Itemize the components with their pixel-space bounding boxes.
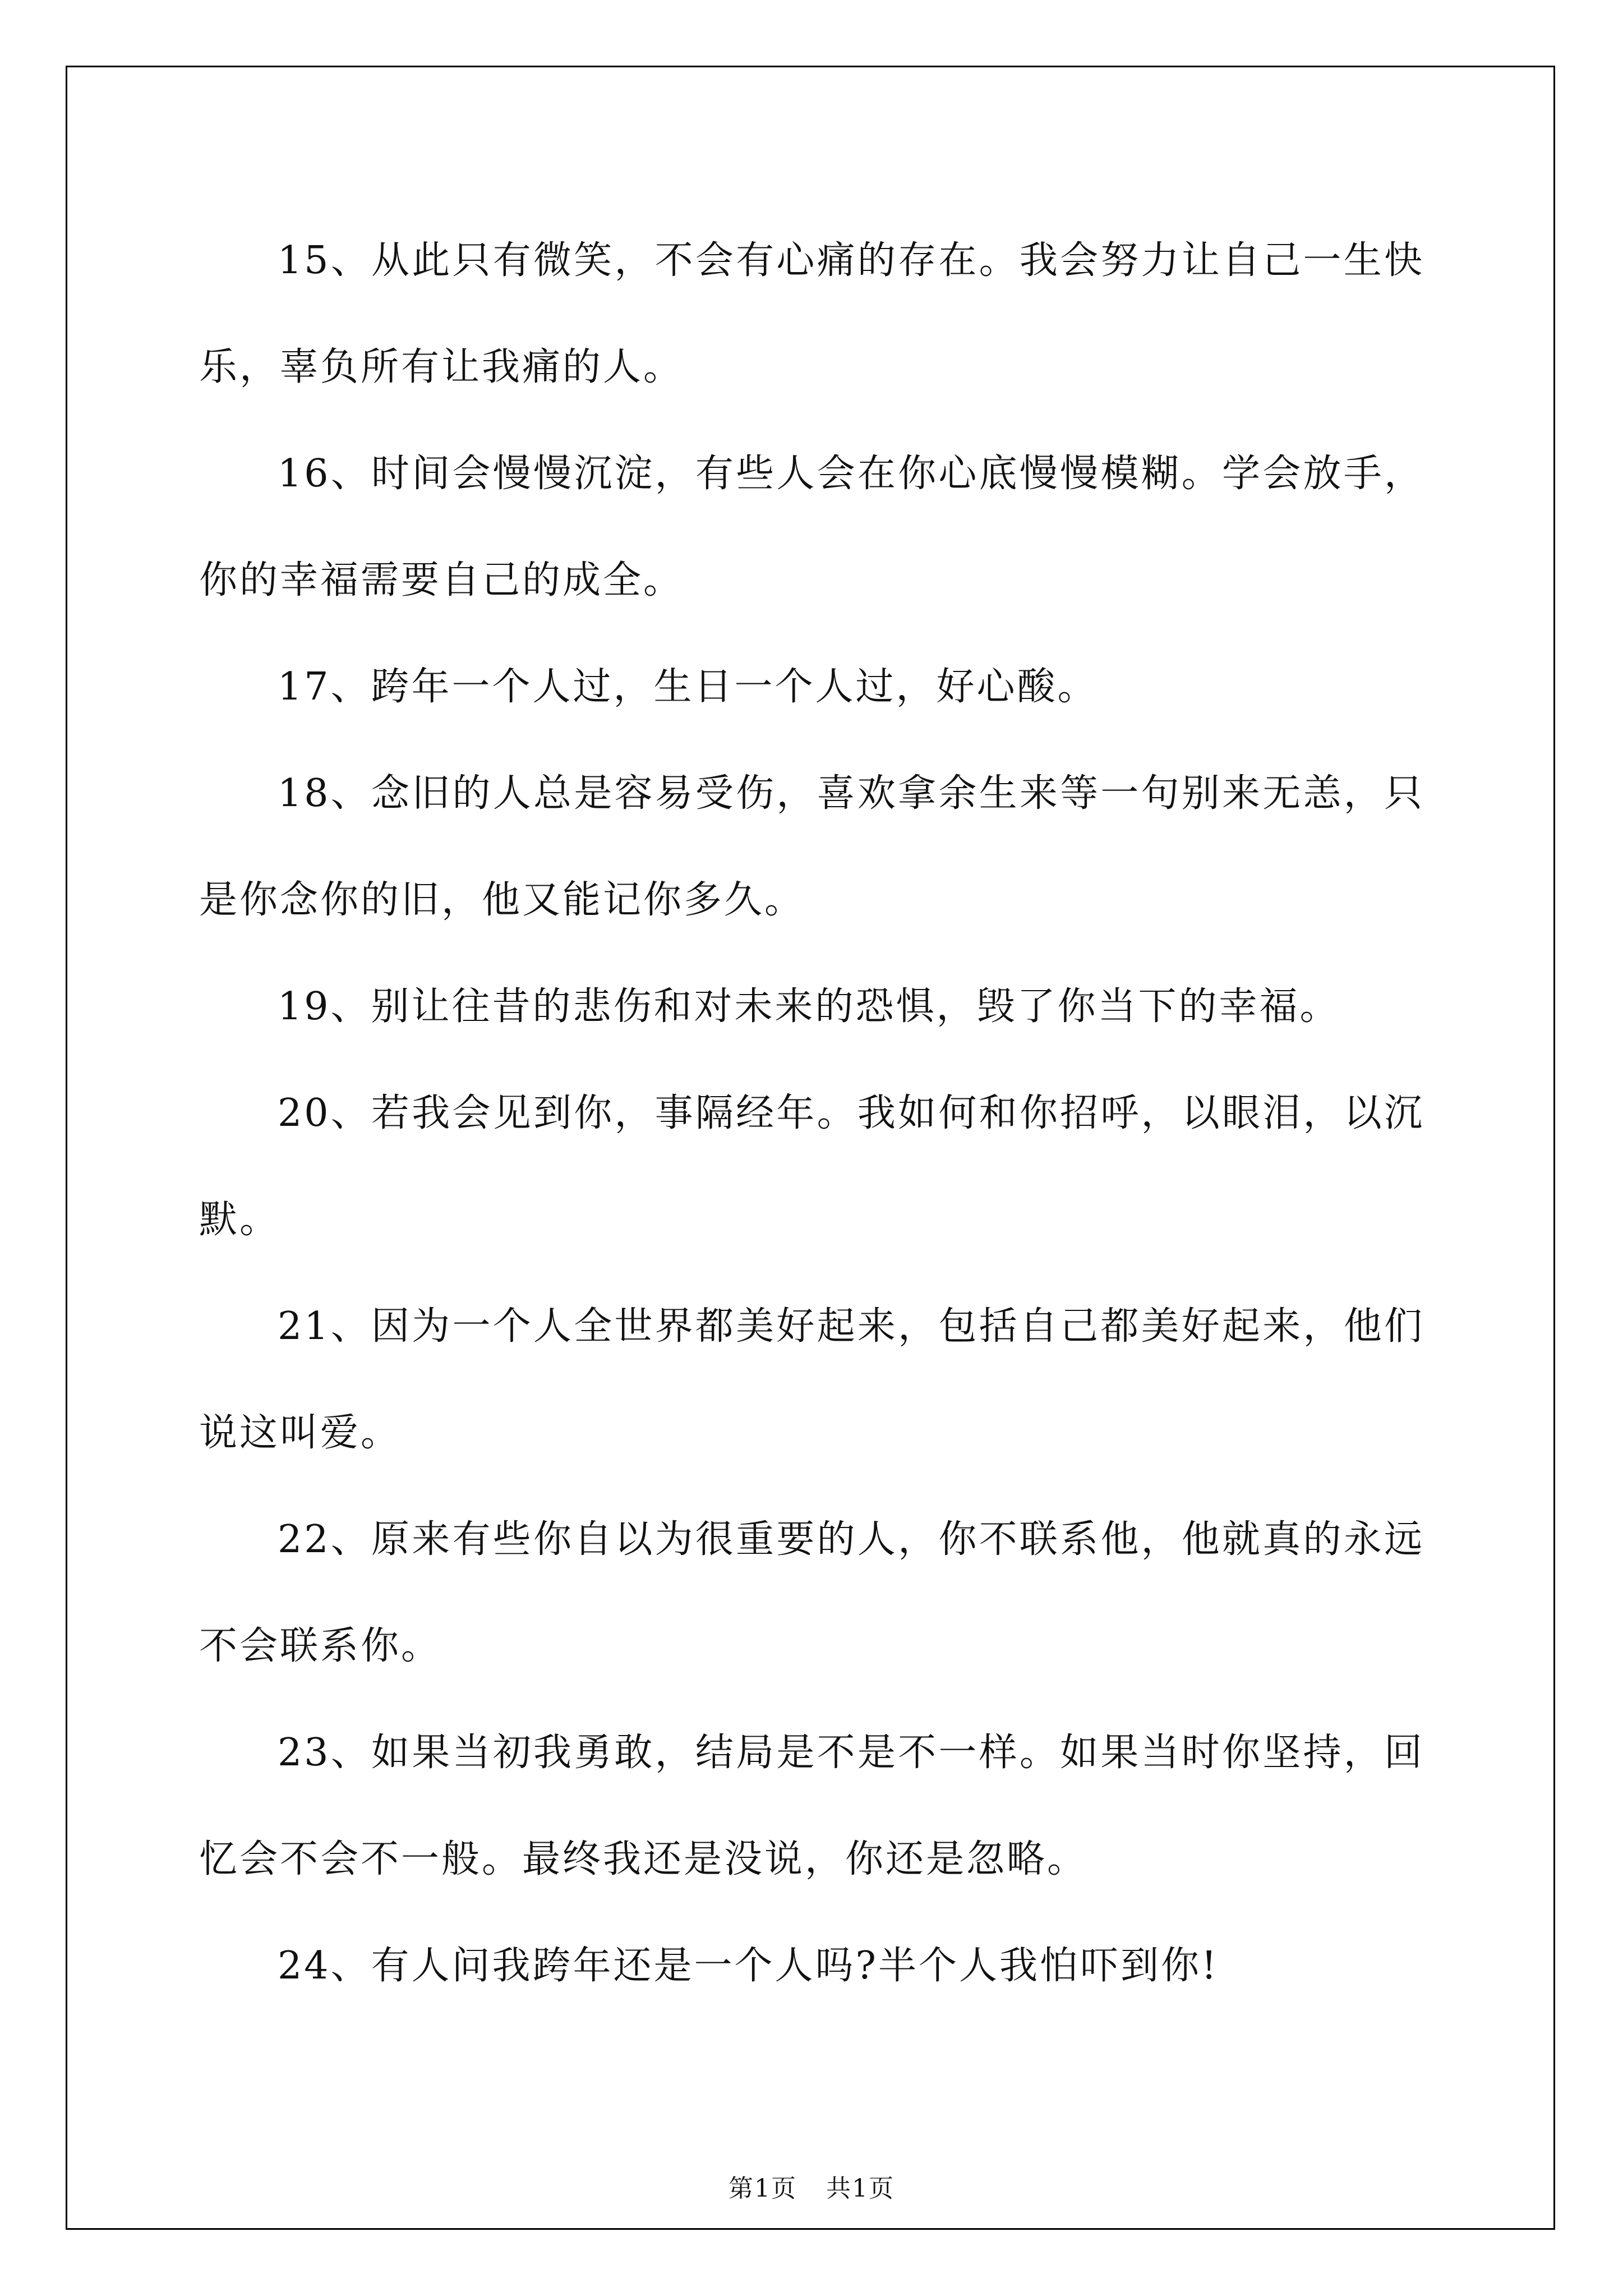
paragraph-18: 18、念旧的人总是容易受伤，喜欢拿余生来等一句别来无恙，只是你念你的旧，他又能记你多久。 (199, 771, 1424, 922)
paragraph-24: 24、有人问我跨年还是一个人吗?半个人我怕吓到你! (278, 1944, 1219, 1988)
paragraph-21: 21、因为一个人全世界都美好起来，包括自己都美好起来，他们说这叫爱。 (199, 1304, 1424, 1455)
paragraph-15: 15、从此只有微笑，不会有心痛的存在。我会努力让自己一生快乐，辜负所有让我痛的人。 (199, 238, 1424, 389)
page-number: 第1页 (728, 2174, 797, 2203)
page-footer (0, 2168, 1623, 2204)
paragraph-17: 17、跨年一个人过，生日一个人过，好心酸。 (278, 665, 1098, 709)
page-total: 共1页 (826, 2174, 895, 2203)
document-body (199, 208, 1424, 2019)
paragraph-19: 19、别让往昔的悲伤和对未来的恐惧，毁了你当下的幸福。 (278, 984, 1340, 1029)
paragraph-22: 22、原来有些你自以为很重要的人，你不联系他，他就真的永远不会联系你。 (199, 1517, 1424, 1668)
paragraph-16: 16、时间会慢慢沉淀，有些人会在你心底慢慢模糊。学会放手，你的幸福需要自己的成全。 (199, 452, 1424, 602)
paragraph-23: 23、如果当初我勇敢，结局是不是不一样。如果当时你坚持，回忆会不会不一般。最终我还是没说，你还是忽略。 (199, 1731, 1424, 1881)
paragraph-20: 20、若我会见到你，事隔经年。我如何和你招呼，以眼泪，以沉默。 (199, 1091, 1424, 1242)
